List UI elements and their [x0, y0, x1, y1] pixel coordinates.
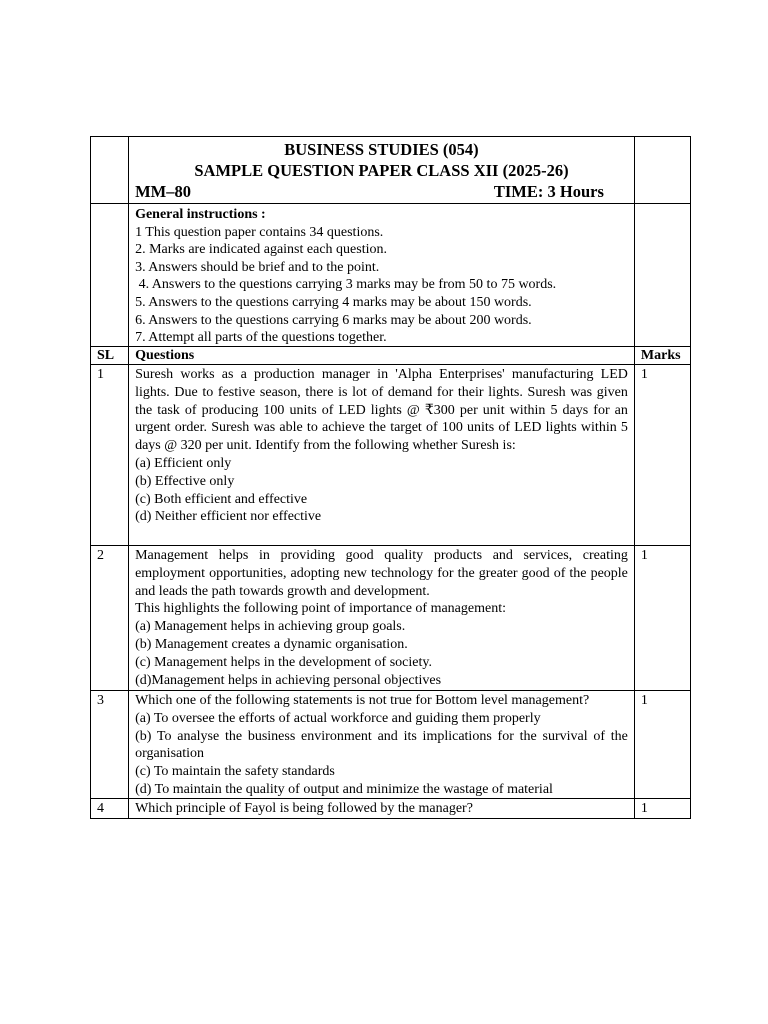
subject-title: BUSINESS STUDIES (054) [284, 140, 479, 159]
option-a: (a) Management helps in achieving group goals. [135, 619, 406, 635]
option-d: (d) Neither efficient nor effective [135, 509, 322, 525]
max-marks: MM–80 [135, 182, 191, 201]
question-cell [129, 546, 635, 691]
column-header-row [91, 347, 691, 365]
marks-time-row [135, 181, 628, 202]
question-cell [129, 365, 635, 546]
question-number: 1 [91, 365, 129, 546]
question-marks: 1 [634, 546, 690, 691]
title-block [129, 137, 635, 204]
question-number: 4 [91, 799, 129, 819]
question-stem: Which principle of Fayol is being followed by the manager? [135, 801, 473, 816]
question-body [129, 799, 634, 818]
option-b: (b) To analyse the business environment and its implications for the survival of the organisation [135, 728, 628, 762]
question-row [91, 365, 691, 546]
instructions-row [91, 204, 691, 347]
title-right-cell [634, 137, 690, 204]
question-row [91, 799, 691, 819]
question-table [90, 136, 691, 819]
instruction-item: 2. Marks are indicated against each question. [135, 242, 387, 258]
instruction-item: 6. Answers to the questions carrying 6 marks may be about 200 words. [135, 312, 532, 328]
question-marks: 1 [634, 799, 690, 819]
question-marks: 1 [634, 691, 690, 799]
sl-header: SL [91, 347, 129, 365]
instructions-cell [129, 204, 635, 347]
instruction-item: 4. Answers to the questions carrying 3 marks may be from 50 to 75 words. [135, 277, 557, 293]
question-number: 3 [91, 691, 129, 799]
question-cell [129, 691, 635, 799]
question-stem: Suresh works as a production manager in 'Alpha Enterprises' manufacturing LED lights. Due to festive season, there is lot of demand for their lights. Suresh was given the task of producing 100 units of LED lights @ ₹300 per unit within 5 days for an urgent order. Suresh was able to achieve the target of 100 units of LED lights within 5 days @ 320 per unit. Identify from the following whether Suresh is: [135, 367, 628, 454]
time-allowed: TIME: 3 Hours [493, 182, 604, 201]
instructions-title: General instructions : [135, 207, 266, 222]
instructions-block [129, 204, 634, 346]
option-a: (a) To oversee the efforts of actual workforce and guiding them properly [135, 710, 541, 726]
option-c: (c) Management helps in the development of society. [135, 654, 432, 670]
option-a: (a) Efficient only [135, 455, 232, 471]
question-stem-continued: This highlights the following point of importance of management: [135, 601, 506, 617]
question-stem: Which one of the following statements is not true for Bottom level management? [135, 693, 590, 708]
question-cell [129, 799, 635, 819]
question-body [129, 365, 634, 545]
marks-header: Marks [634, 347, 690, 365]
question-row [91, 691, 691, 799]
question-marks: 1 [634, 365, 690, 546]
option-c: (c) To maintain the safety standards [135, 764, 335, 780]
instructions-right-cell [634, 204, 690, 347]
instruction-item: 5. Answers to the questions carrying 4 marks may be about 150 words. [135, 294, 532, 310]
question-paper [90, 136, 691, 819]
option-d: (d) To maintain the quality of output and minimize the wastage of material [135, 781, 553, 797]
instructions-left-cell [91, 204, 129, 347]
title-row [91, 137, 691, 204]
question-number: 2 [91, 546, 129, 691]
instruction-item: 7. Attempt all parts of the questions together. [135, 330, 387, 346]
question-body [129, 691, 634, 798]
question-row [91, 546, 691, 691]
instruction-item: 1 This question paper contains 34 questions. [135, 224, 384, 240]
option-d: (d)Management helps in achieving personal objectives [135, 672, 442, 688]
paper-title: SAMPLE QUESTION PAPER CLASS XII (2025-26) [194, 161, 569, 180]
question-body [129, 546, 634, 690]
question-stem: Management helps in providing good quality products and services, creating employment opportunities, adopting new technology for the greater good of the people and leads the path towards growth and development. [135, 548, 628, 599]
instruction-item: 3. Answers should be brief and to the point. [135, 259, 380, 275]
option-b: (b) Management creates a dynamic organisation. [135, 636, 408, 652]
option-c: (c) Both efficient and effective [135, 491, 308, 507]
questions-header: Questions [129, 347, 635, 365]
title-left-cell [91, 137, 129, 204]
option-b: (b) Effective only [135, 473, 235, 489]
